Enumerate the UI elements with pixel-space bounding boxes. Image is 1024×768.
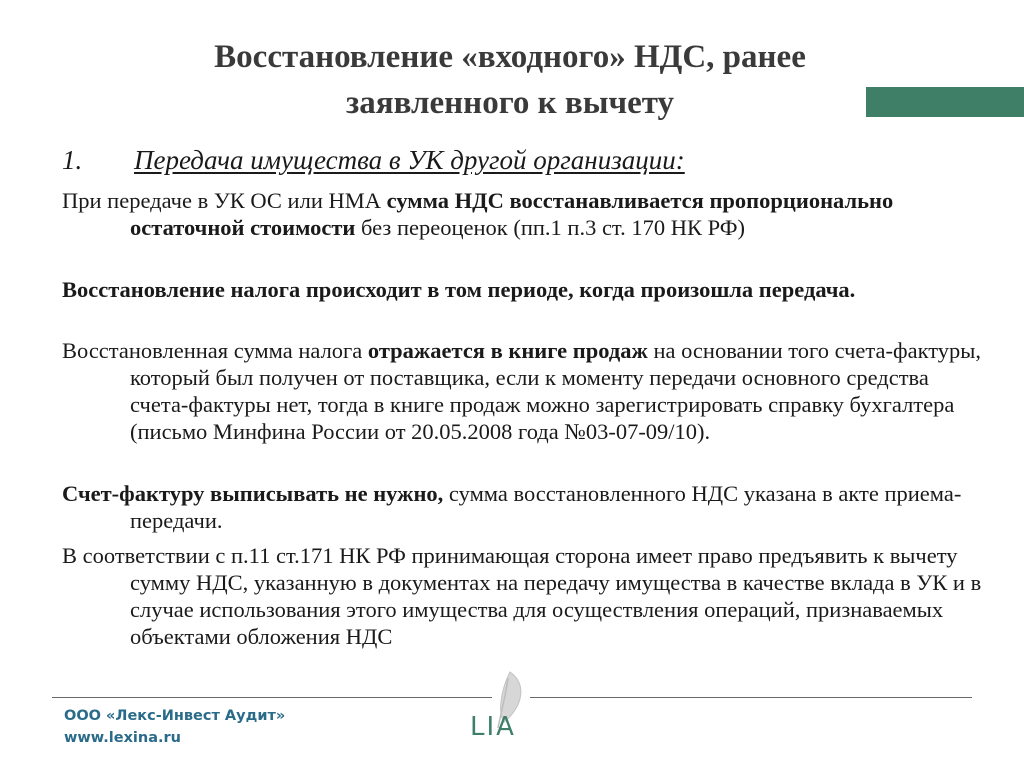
paragraph-4-bold: Счет-фактуру выписывать не нужно, — [62, 481, 444, 506]
footer-divider-right — [530, 697, 972, 698]
paragraph-5-text: В соответствии с п.11 ст.171 НК РФ принимающая сторона имеет право предъявить к вычету сумму НДС, указанную в документах на передачу имущества в качестве вклада в УК и в случае использования этого имущества для осуществления операций, признаваемых объектами обложения НДС — [62, 543, 982, 649]
accent-bar — [866, 87, 1024, 117]
footer-logo-text: LIA — [470, 712, 516, 742]
paragraph-1-text-a: При передаче в УК ОС или НМА — [62, 188, 387, 213]
footer-company-name: ООО «Лекс-Инвест Аудит» — [64, 708, 286, 724]
paragraph-5 — [62, 542, 982, 650]
paragraph-4 — [62, 480, 982, 534]
paragraph-3-text-c: на основании того счета-фактуры, который был получен от поставщика, если к моменту передачи основного средства счета-фактуры нет, тогда в книге продаж можно зарегистрировать справку бухгалтера (письмо Минфина России от 20.05.2008 года №03-07-09/10). — [130, 338, 981, 444]
paragraph-2 — [62, 276, 982, 303]
paragraph-3 — [62, 337, 982, 445]
paragraph-1-text-c: без переоценок (пп.1 п.3 ст. 170 НК РФ) — [355, 215, 745, 240]
heading-text: Передача имущества в УК другой организации: — [134, 145, 685, 175]
paragraph-4-text-b: сумма восстановленного НДС указана в акте приема-передачи. — [130, 481, 962, 533]
slide-title-line-2: заявленного к вычету — [346, 85, 674, 121]
heading-number: 1. — [62, 145, 83, 175]
footer-divider-left — [52, 697, 492, 698]
slide-title — [130, 34, 890, 126]
paragraph-3-bold: отражается в книге продаж — [367, 338, 648, 363]
paragraph-1-bold: сумма НДС восстанавливается пропорционально остаточной стоимости — [130, 188, 894, 240]
paragraph-1 — [62, 187, 982, 241]
footer-company-block — [64, 705, 285, 749]
paragraph-3-text-a: Восстановленная сумма налога — [62, 338, 368, 363]
slide-title-line-1: Восстановление «входного» НДС, ранее — [214, 39, 806, 75]
paragraph-2-bold: Восстановление налога происходит в том периоде, когда произошла передача. — [62, 277, 856, 302]
footer-website[interactable]: www.lexina.ru — [64, 730, 181, 746]
